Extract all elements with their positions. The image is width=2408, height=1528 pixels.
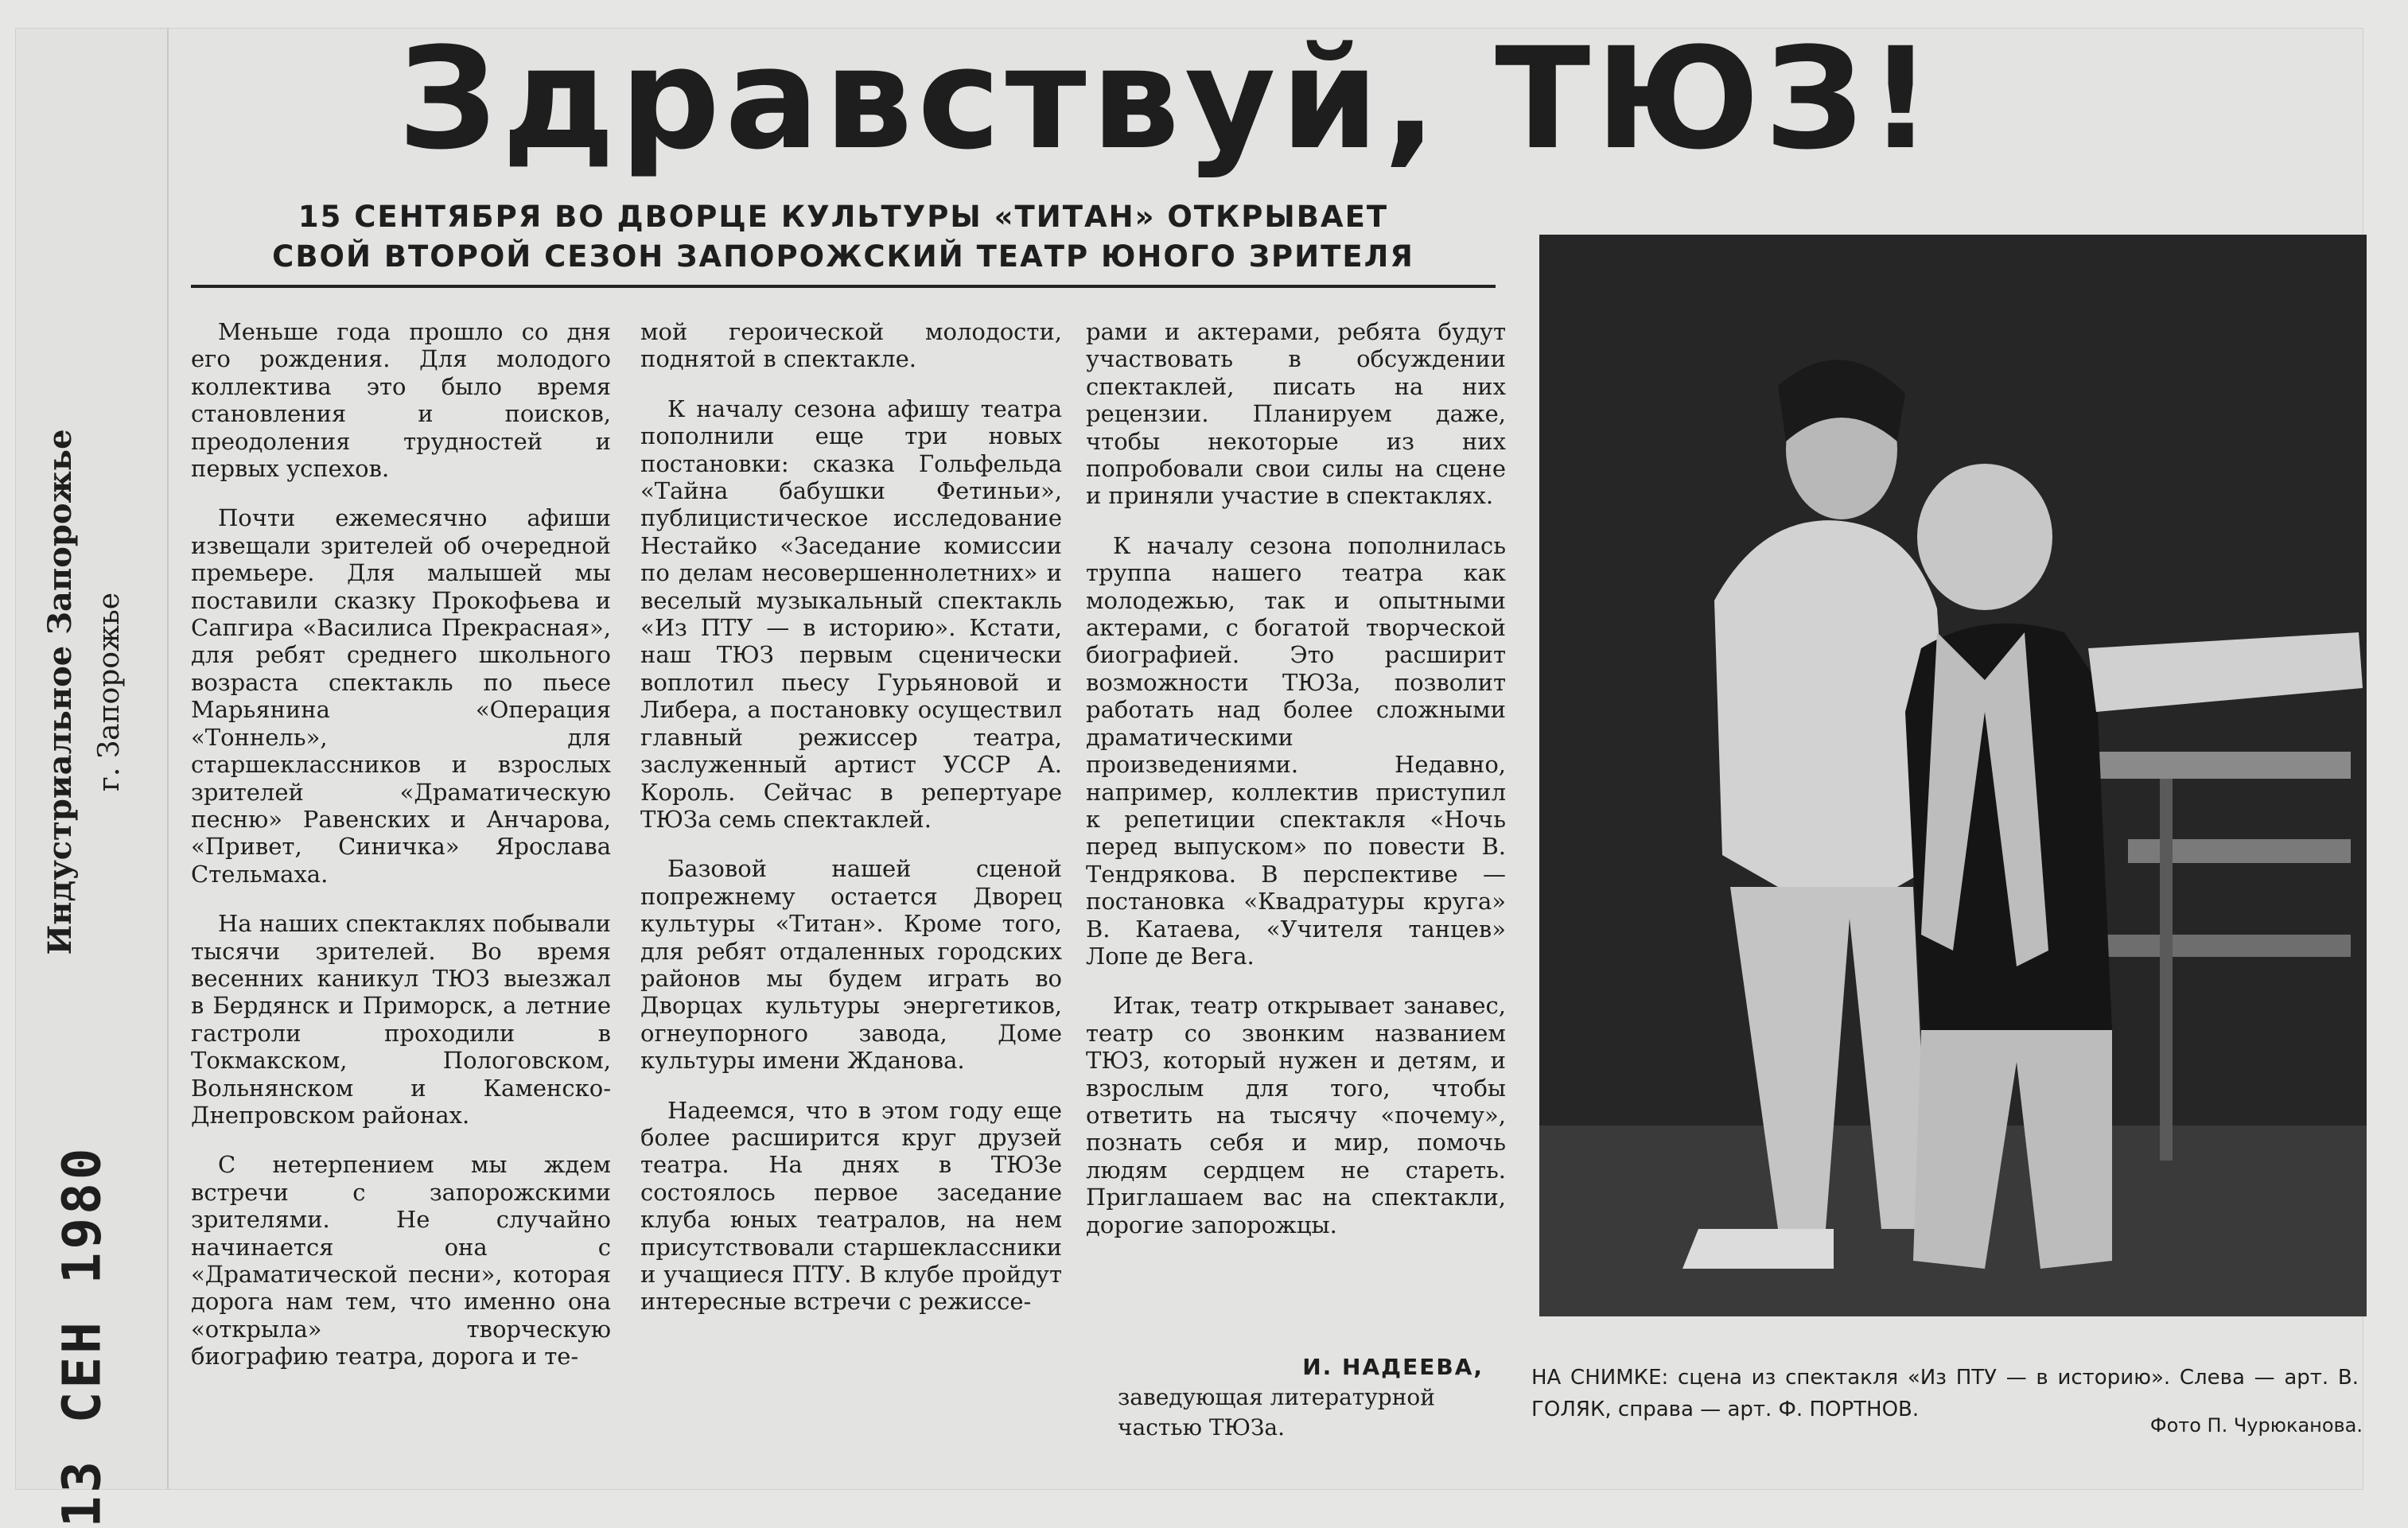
stage-photo — [1539, 235, 2367, 1316]
date-stamp-text: 13 СЕН 1980 — [51, 1145, 113, 1528]
paragraph: Итак, театр открывает занавес, театр со звонким названием ТЮЗ, который нужен и детям, и взрослым для того, чтобы ответить на тысячу «почему», познать себя и мир, помочь людям сердцем не стареть. Приглашаем вас на спектакли, дорогие запорожцы. — [1086, 992, 1506, 1238]
paragraph: Базовой нашей сценой попрежнему остается Дворец культуры «Титан». Кроме того, для ребят отдаленных городских районов мы будем играть во Дворцах культуры энергетиков, огнеупорного завода, Доме культуры имени Жданова. — [640, 855, 1062, 1075]
paragraph: К началу сезона афишу театра пополнили еще три новых постановки: сказка Гольфельда «Тайна бабушки Фетиньи», публицистическое исследование Нестайко «Заседание комиссии по делам несовершеннолетних» и веселый музыкальный спектакль «Из ПТУ — в историю». Кстати, наш ТЮЗ первым сценически воплотил пьесу Гурьяновой и Либера, а постановку осуществил главный режиссер театра, заслуженный артист УССР А. Король. Сейчас в репертуаре ТЮЗа семь спектаклей. — [640, 395, 1062, 833]
paragraph: Меньше года прошло со дня его рождения. Для молодого коллектива это было время становления и поисков, преодоления трудностей и первых успехов. — [191, 318, 611, 483]
photo-caption: НА СНИМКЕ: сцена из спектакля «Из ПТУ — в историю». Слева — арт. В. ГОЛЯК, справа — арт. Ф. ПОРТНОВ. — [1531, 1366, 2359, 1421]
paragraph: рами и актерами, ребята будут участвовать в обсуждении спектаклей, писать на них рецензии. Планируем даже, чтобы некоторые из них попробовали свои силы на сцене и приняли участие в спектаклях. — [1086, 318, 1506, 510]
newspaper-name: Индустриальное Запорожье — [41, 429, 79, 955]
headline: Здравствуй, ТЮЗ! — [398, 17, 1938, 181]
source-label — [16, 350, 151, 1034]
subhead-line-1: 15 СЕНТЯБРЯ ВО ДВОРЦЕ КУЛЬТУРЫ «ТИТАН» ОТКРЫВАЕТ — [298, 200, 1389, 234]
subheadline — [199, 197, 1488, 277]
date-stamp — [14, 1145, 150, 1528]
headline-rule — [191, 285, 1496, 288]
photo-credit: Фото П. Чурюканова. — [2149, 1414, 2363, 1437]
subhead-line-2: СВОЙ ВТОРОЙ СЕЗОН ЗАПОРОЖСКИЙ ТЕАТР ЮНОГО ЗРИТЕЛЯ — [272, 239, 1414, 274]
paragraph: мой героической молодости, поднятой в спектакле. — [640, 318, 1062, 373]
paragraph: С нетерпением мы ждем встречи с запорожскими зрителями. Не случайно начинается она с «Драматической песни», которая дорога нам тем, что именно она «открыла» творческую биографию театра, дорога и те- — [191, 1151, 611, 1371]
author-signature — [1118, 1352, 1484, 1443]
paragraph: Почти ежемесячно афиши извещали зрителей об очередной премьере. Для малышей мы поставили сказку Прокофьева и Сапгира «Василиса Прекрасная», для ребят среднего школьного возраста спектакль по пьесе Марьянина «Операция «Тоннель», для старшеклассников и взрослых зрителей «Драматическую песню» Равенских и Анчарова, «Привет, Синичка» Ярослава Стельмаха. — [191, 504, 611, 888]
article-column-3 — [1086, 318, 1506, 1261]
paragraph: К началу сезона пополнилась труппа нашего театра как молодежью, так и опытными актерами, с богатой творческой биографией. Это расширит возможности ТЮЗа, позволит работать над более сложными драматическими произведениями. Недавно, например, коллектив приступил к репетиции спектакля «Ночь перед выпуском» по повести В. Тендрякова. В перспективе — постановка «Квадратуры круга» В. Катаева, «Учителя танцев» Лопе де Вега. — [1086, 531, 1506, 970]
paragraph: Надеемся, что в этом году еще более расширится круг друзей театра. На днях в ТЮЗе состоялось первое заседание клуба юных театралов, на нем присутствовали старшеклассники и учащиеся ПТУ. В клубе пройдут интересные встречи с режиссе- — [640, 1096, 1062, 1316]
author-name: И. НАДЕЕВА, — [1302, 1354, 1484, 1380]
stage-photo-illustration — [1539, 235, 2367, 1316]
city-name: г. Запорожье — [93, 592, 126, 792]
article-column-1 — [191, 318, 611, 1393]
author-position: заведующая литературной частью ТЮЗа. — [1118, 1384, 1435, 1441]
article-column-2 — [640, 318, 1062, 1338]
paragraph: На наших спектаклях побывали тысячи зрителей. Во время весенних каникул ТЮЗ выезжал в Бердянск и Приморск, а летние гастроли проходили в Токмакском, Пологовском, Вольнянском и Каменско-Днепровском районах. — [191, 910, 611, 1129]
